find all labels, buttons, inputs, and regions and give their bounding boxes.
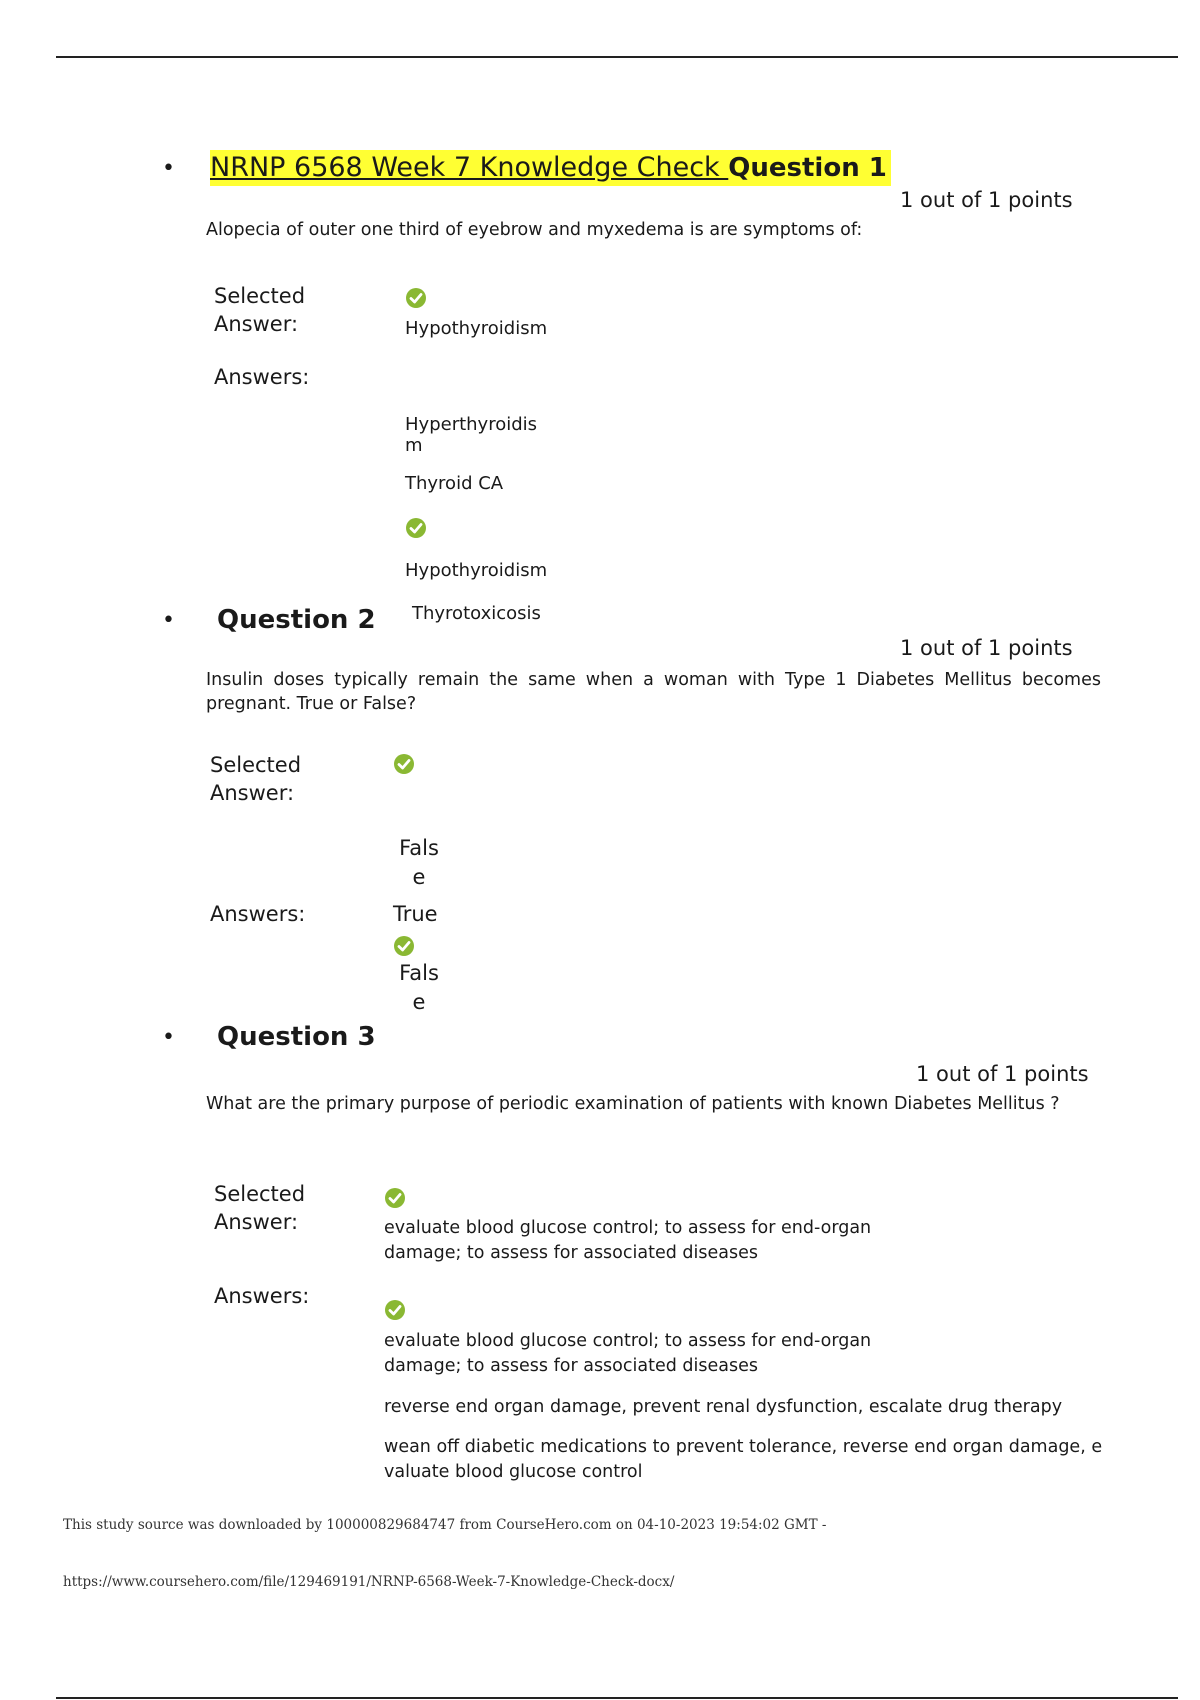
question-3-selected-label: Selected Answer: <box>214 1182 306 1234</box>
question-3-title: Question 3 <box>217 1022 376 1052</box>
question-1-answer-3: Hypothyroidism <box>405 560 548 581</box>
question-3-selected-answer: evaluate blood glucose control; to assess for end-organ damage; to assess for associated diseases <box>384 1218 872 1263</box>
footer-download-note: This study source was downloaded by 100000829684747 from CourseHero.com on 04-10-2023 19:54:02 GMT - <box>63 1517 827 1533</box>
question-2-text: Insulin doses typically remain the same when a woman with Type 1 Diabetes Mellitus becomes pregnant. True or False? <box>206 670 1101 714</box>
question-3-answer-3: wean off diabetic medications to prevent tolerance, reverse end organ damage, evaluate blood glucose control <box>384 1437 1103 1482</box>
check-circle-icon <box>405 287 427 309</box>
question-1-title: Question 1 <box>728 153 887 183</box>
check-circle-icon <box>384 1187 406 1209</box>
bullet-q2: • <box>162 608 175 633</box>
question-3-answers-label: Answers: <box>214 1284 310 1308</box>
question-2-answer-2: False <box>399 961 439 1014</box>
question-3-answer-1: evaluate blood glucose control; to assess for end-organ damage; to assess for associated diseases <box>384 1331 872 1376</box>
bullet-q1: • <box>162 156 175 181</box>
check-circle-icon <box>405 517 427 539</box>
question-1-answer-2: Thyroid CA <box>405 473 504 494</box>
question-1-answers-label: Answers: <box>214 365 310 389</box>
question-2-answer-1: True <box>393 902 438 926</box>
question-2-selected-label: Selected Answer: <box>210 753 302 805</box>
document-title-link[interactable]: NRNP 6568 Week 7 Knowledge Check <box>210 152 729 183</box>
question-1-answer-1: Hyperthyroidism <box>405 414 538 456</box>
question-1-points: 1 out of 1 points <box>900 188 1073 212</box>
check-circle-icon <box>393 935 415 957</box>
question-2-answers-label: Answers: <box>210 902 306 926</box>
question-1-answer-4: Thyrotoxicosis <box>412 603 541 624</box>
check-circle-icon <box>384 1299 406 1321</box>
question-1-selected-label: Selected Answer: <box>214 284 306 336</box>
top-rule <box>56 56 1178 58</box>
check-circle-icon <box>393 753 415 775</box>
question-3-answer-2: reverse end organ damage, prevent renal dysfunction, escalate drug therapy <box>384 1397 1063 1417</box>
question-1-selected-answer: Hypothyroidism <box>405 318 548 339</box>
bullet-q3: • <box>162 1025 175 1050</box>
question-3-text: What are the primary purpose of periodic examination of patients with known Diabetes Mellitus ? <box>206 1094 1060 1114</box>
title-highlight <box>210 150 891 186</box>
question-3-points: 1 out of 1 points <box>916 1062 1089 1086</box>
question-1-text: Alopecia of outer one third of eyebrow and myxedema is are symptoms of: <box>206 220 863 240</box>
question-2-points: 1 out of 1 points <box>900 636 1073 660</box>
question-2-selected-answer: False <box>399 836 439 889</box>
question-2-title: Question 2 <box>217 605 376 635</box>
footer-source-url[interactable]: https://www.coursehero.com/file/129469191/NRNP-6568-Week-7-Knowledge-Check-docx/ <box>63 1574 675 1590</box>
bottom-rule <box>56 1697 1178 1699</box>
